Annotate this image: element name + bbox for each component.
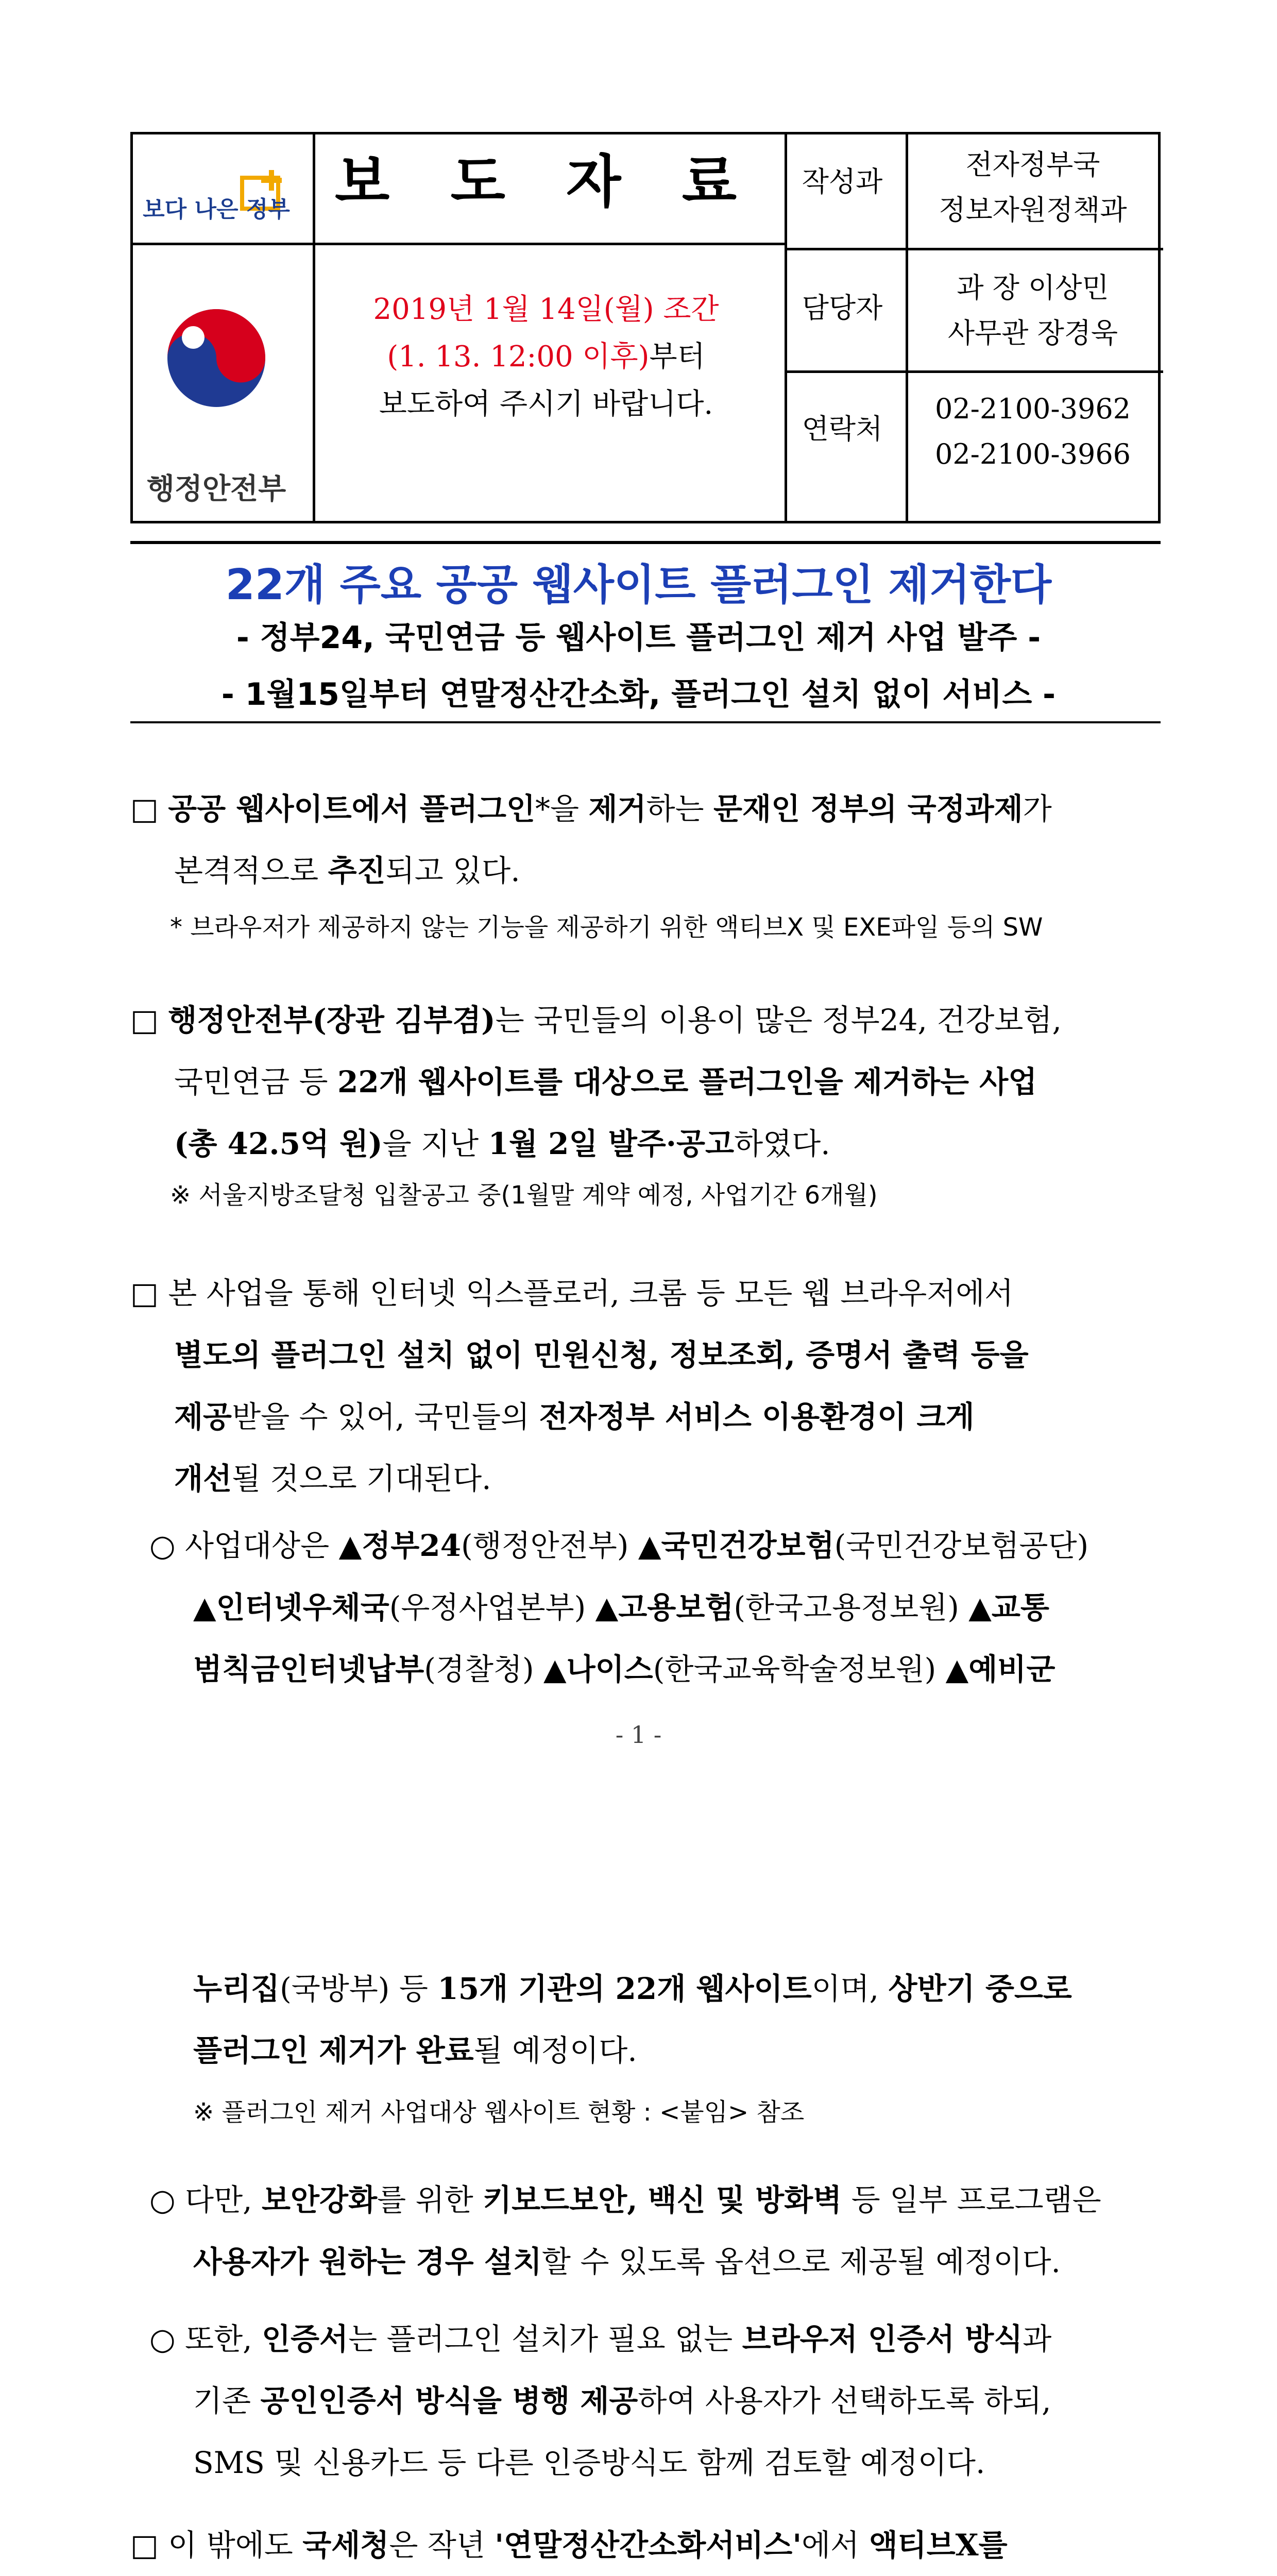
paragraph-ministry-project: □ 행정안전부(장관 김부겸)는 국민들의 이용이 많은 정부24, 건강보험, 국민연금 등 22개 웹사이트를 대상으로 플러그인을 제거하는 사업 (총 42.5억 원)을 지난 1월 2일 발주·공고하였다. <box>130 1003 1062 1161</box>
headline: 22개 주요 공공 웹사이트 플러그인 제거한다 <box>225 561 1052 609</box>
ministry-name: 행정안전부 <box>146 472 286 506</box>
contact-value: 02-2100-3962 02-2100-3966 <box>934 393 1131 470</box>
author-label: 작성과 <box>802 165 883 198</box>
paragraph-plugin-removal: □ 공공 웹사이트에서 플러그인*을 제거하는 문재인 정부의 국정과제가 본격적으로 추진되고 있다. <box>130 791 1052 888</box>
contact-label: 연락처 <box>802 413 883 445</box>
note-procurement: ※ 서울지방조달청 입찰공고 중(1월말 계약 예정, 사업기간 6개월) <box>170 1181 878 1210</box>
paragraph-continued-targets: 누리집(국방부) 등 15개 기관의 22개 웹사이트이며, 상반기 중으로 플러그인 제거가 완료될 예정이다. <box>193 1971 1072 2068</box>
logo-top-text: 보다 나은 정부 <box>143 196 290 223</box>
subheadline-2: - 1월15일부터 연말정산간소화, 플러그인 설치 없이 서비스 - <box>221 676 1056 713</box>
document-title: 보 도 자 료 <box>335 148 757 215</box>
embargo-notice: 2019년 1월 14일(월) 조간 (1. 13. 12:00 이후)부터 보도하여 주시기 바랍니다. <box>373 293 719 421</box>
paragraph-target-sites: ○ 사업대상은 ▲정부24(행정안전부) ▲국민건강보험(국민건강보험공단) ▲인터넷우체국(우정사업본부) ▲고용보험(한국고용정보원) ▲교통 범칙금인터넷납부(경찰청) ▲나이스(한국교육학술정보원) ▲예비군 <box>149 1528 1089 1687</box>
manager-label: 담당자 <box>802 292 883 324</box>
page-number-1: - 1 - <box>615 1721 662 1749</box>
paragraph-expected-effect: □ 본 사업을 통해 인터넷 익스플로러, 크롬 등 모든 웹 브라우저에서 별도의 플러그인 설치 없이 민원신청, 정보조회, 증명서 출력 등을 제공받을 수 있어, 국민들의 전자정부 서비스 이용환경이 크게 개선될 것으로 기대된다. <box>130 1276 1029 1496</box>
subheadline-1: - 정부24, 국민연금 등 웹사이트 플러그인 제거 사업 발주 - <box>236 620 1041 656</box>
paragraph-tax-service: □ 이 밖에도 국세청은 작년 '연말정산간소화서비스'에서 액티브X를 <box>130 2528 1008 2563</box>
note-attachment: ※ 플러그인 제거 사업대상 웹사이트 현황 : <붙임> 참조 <box>193 2098 805 2127</box>
paragraph-certificates: ○ 또한, 인증서는 플러그인 설치가 필요 없는 브라우저 인증서 방식과 기존 공인인증서 방식을 병행 제공하여 사용자가 선택하도록 하되, SMS 및 신용카드 등 다른 인증방식도 함께 검토할 예정이다. <box>149 2321 1052 2480</box>
manager-value: 과 장 이상민 사무관 장경욱 <box>947 272 1118 349</box>
headline-bottom-rule <box>130 721 1161 723</box>
paragraph-security-options: ○ 다만, 보안강화를 위한 키보드보안, 백신 및 방화벽 등 일부 프로그램은 사용자가 원하는 경우 설치할 수 있도록 옵션으로 제공될 예정이다. <box>149 2182 1101 2279</box>
author-value: 전자정부국 정보자원정책과 <box>939 148 1127 226</box>
footnote-plugin-definition: * 브라우저가 제공하지 않는 기능을 제공하기 위한 액티브X 및 EXE파일 등의 SW <box>170 913 1043 942</box>
headline-top-rule <box>130 541 1161 544</box>
